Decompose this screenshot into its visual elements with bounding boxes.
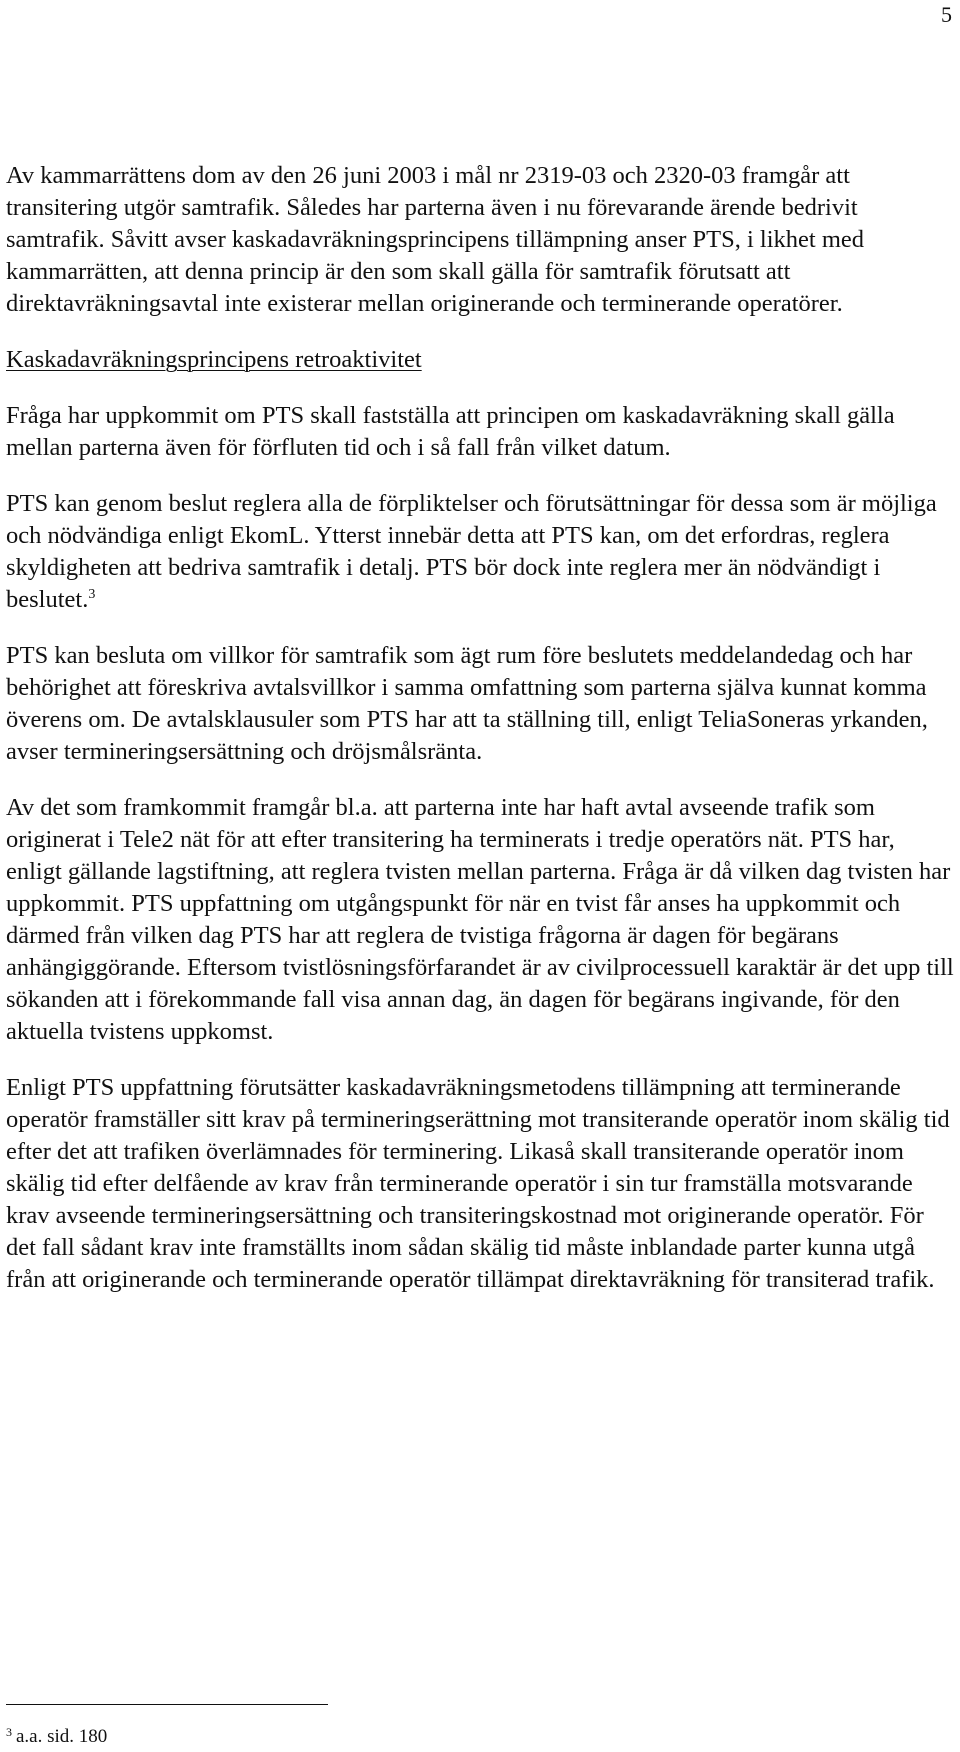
paragraph-pts-beslut — [6, 488, 954, 616]
section-heading: Kaskadavräkningsprincipens retroaktivitet — [6, 346, 422, 373]
paragraph-pts-beslut-text: PTS kan genom beslut reglera alla de förpliktelser och förutsättningar för dessa som är möjliga och nödvändiga enligt EkomL. Ytterst innebär detta att PTS kan, om det erfordras, reglera skyldigheten att bedriva samtrafik i detalj. PTS bör dock inte reglera mer än nödvändigt i beslutet. — [6, 490, 937, 613]
footnote-divider — [6, 1704, 328, 1705]
paragraph-villkor: PTS kan besluta om villkor för samtrafik som ägt rum före beslutets meddelandedag och har behörighet att föreskriva avtalsvillkor i samma omfattning som parterna själva kunnat komma överens om. De avtalsklausuler som PTS har att ta ställning till, enligt TeliaSoneras yrkanden, avser termineringsersättning och dröjsmålsränta. — [6, 642, 928, 765]
document-body — [6, 160, 954, 1320]
paragraph-uppfattning: Enligt PTS uppfattning förutsätter kaskadavräkningsmetodens tillämpning att terminerande operatör framställer sitt krav på termineringserättning mot transiterande operatör inom skälig tid efter det att trafiken överlämnades för terminering. Likaså skall transiterande operatör inom skälig tid efter delfående av krav från terminerande operatör i sin tur framställa motsvarande krav avseende termineringsersättning och transiteringskostnad mot originerande operatör. För det fall sådant krav inte framställts inom sådan skälig tid måste inblandade parter kunna utgå från att originerande och terminerande operatör tillämpat direktavräkning för transiterad trafik. — [6, 1074, 950, 1293]
paragraph-transitering: Av kammarrättens dom av den 26 juni 2003 i mål nr 2319-03 och 2320-03 framgår att transitering utgör samtrafik. Således har parterna även i nu förevarande ärende bedrivit samtrafik. Såvitt avser kaskadavräkningsprincipens tillämpning anser PTS, i likhet med kammarrätten, att denna princip är den som skall gälla för samtrafik förutsatt att direktavräkningsavtal inte existerar mellan originerande och terminerande operatörer. — [6, 162, 865, 317]
footnote — [6, 1726, 107, 1748]
page-number: 5 — [941, 2, 952, 27]
footnote-reference: 3 — [88, 587, 96, 602]
footnote-number: 3 — [6, 1725, 12, 1739]
paragraph-avtal: Av det som framkommit framgår bl.a. att parterna inte har haft avtal avseende trafik som originerat i Tele2 nät för att efter transitering ha terminerats i tredje operatörs nät. PTS har, enligt gällande lagstiftning, att reglera tvisten mellan parterna. Fråga är då vilken dag tvisten har uppkommit. PTS uppfattning om utgångspunkt för när en tvist får anses ha uppkommit och därmed från vilken dag PTS har att reglera de tvistiga frågorna är dagen för begärans anhängiggörande. Eftersom tvistlösningsförfarandet är av civilprocessuell karaktär är det upp till sökanden att i förekommande fall visa annan dag, än dagen för begärans ingivande, för den aktuella tvistens uppkomst. — [6, 794, 954, 1045]
footnote-text: a.a. sid. 180 — [16, 1726, 108, 1747]
paragraph-fraga: Fråga har uppkommit om PTS skall fastställa att principen om kaskadavräkning skall gälla mellan parterna även för förfluten tid och i så fall från vilket datum. — [6, 402, 895, 461]
